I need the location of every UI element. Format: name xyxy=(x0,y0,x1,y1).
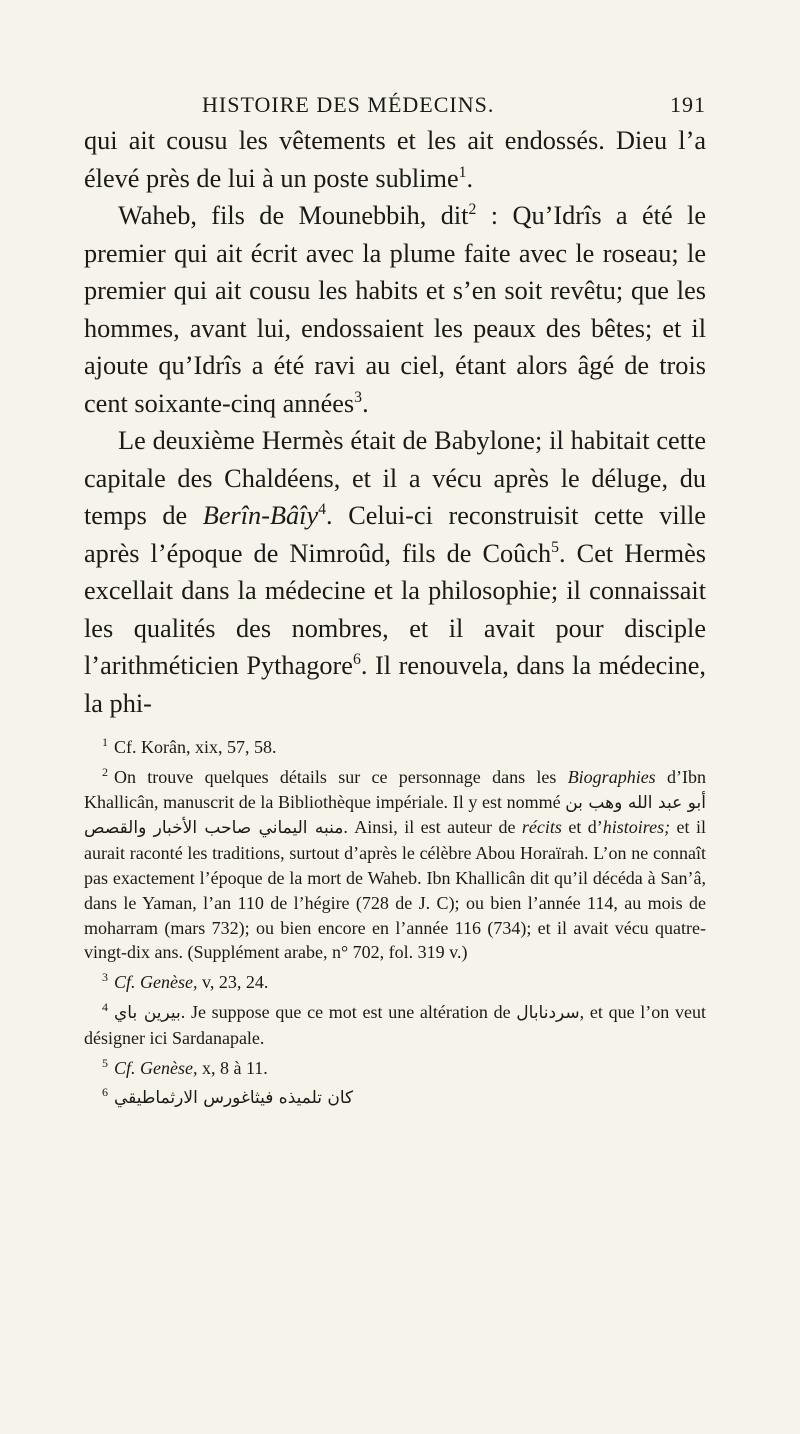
paragraph-2: Waheb, fils de Mounebbih, dit$^2$ : Qu’Idrîs a été le premier qui ait écrit avec la plume faite avec le roseau; le premier qui ait cousu les habits et s’en soit revêtu; que les hommes, avant lui, endossaient les peaux des bêtes; et il ajoute qu’Idrîs a été ravi au ciel, étant alors âgé de trois cent soixante-cinq années$^3$. xyxy=(84,201,706,418)
footnote-4: $^4$ بيرين باي. Je suppose que ce mot est une altération de سردنابال, et que l’on veut désigner ici Sardanapale. xyxy=(84,999,706,1048)
arabic-text: سردنابال xyxy=(516,1002,580,1023)
main-text xyxy=(84,122,706,722)
footnote-2: $^2$ On trouve quelques détails sur ce personnage dans les Biographies d’Ibn Khallicân, manuscrit de la Bibliothèque impériale. Il y est nommé أبو عبد الله وهب بن منبه اليماني صاحب الأخبار والقصص. Ainsi, il est auteur de récits et d’histoires; et il aurait raconté les traditions, surtout d’après le célèbre Abou Horaïrah. L’on ne connaît pas exactement l’époque de la mort de Waheb. Ibn Khallicân dit qu’il décéda à San’â, dans le Yaman, l’an 110 de l’hégire (728 de J. C); ou bien l’année 114, au mois de moharram (mars 732); ou bien encore en l’année 116 (734); et il avait vécu quatre-vingt-dix ans. (Supplément arabe, n° 702, fol. 319 v.) xyxy=(84,764,706,963)
footnote-ref: 4 xyxy=(318,501,327,519)
paragraph-1: qui ait cousu les vêtements et les ait endossés. Dieu l’a élevé près de lui à un poste sublime$^1$. xyxy=(84,126,706,193)
footnote-3: $^3$ Cf. Genèse, v, 23, 24. xyxy=(102,970,269,993)
footnote-ref: 2 xyxy=(468,201,477,219)
paragraph-3: Le deuxième Hermès était de Babylone; il habitait cette capitale des Chaldéens, et il a vécu après le déluge, du temps de Berîn-Bâîy$^4$. Celui-ci reconstruisit cette ville après l’époque de Nimroûd, fils de Coûch$^5$. Cet Hermès excellait dans la médecine et la philosophie; il connaissait les qualités des nombres, et il avait pour disciple l’arithméticien Pythagore$^6$. Il renouvela, dans la médecine, la phi- xyxy=(84,426,706,718)
arabic-text: بيرين باي xyxy=(114,1002,181,1023)
footnote-1: $^1$ Cf. Korân, xix, 57, 58. xyxy=(102,735,277,757)
footnote-5: $^5$ Cf. Genèse, x, 8 à 11. xyxy=(102,1055,268,1078)
footnotes xyxy=(84,730,706,1111)
footnote-6: $^6$ كان تلميذه فيثاغورس الارثماطيقي xyxy=(102,1085,354,1109)
page-number: 191 xyxy=(670,92,706,117)
footnote-ref: 5 xyxy=(551,538,560,556)
arabic-text: كان تلميذه فيثاغورس الارثماطيقي xyxy=(114,1088,354,1109)
running-title: HISTOIRE DES MÉDECINS. xyxy=(202,92,495,117)
arabic-text: أبو عبد الله وهب بن منبه اليماني صاحب الأخبار والقصص xyxy=(84,792,706,839)
footnote-ref: 3 xyxy=(354,388,363,406)
book-page xyxy=(84,92,706,1111)
footnote-ref: 6 xyxy=(352,651,361,669)
footnote-ref: 1 xyxy=(458,163,467,181)
running-head xyxy=(84,92,706,118)
